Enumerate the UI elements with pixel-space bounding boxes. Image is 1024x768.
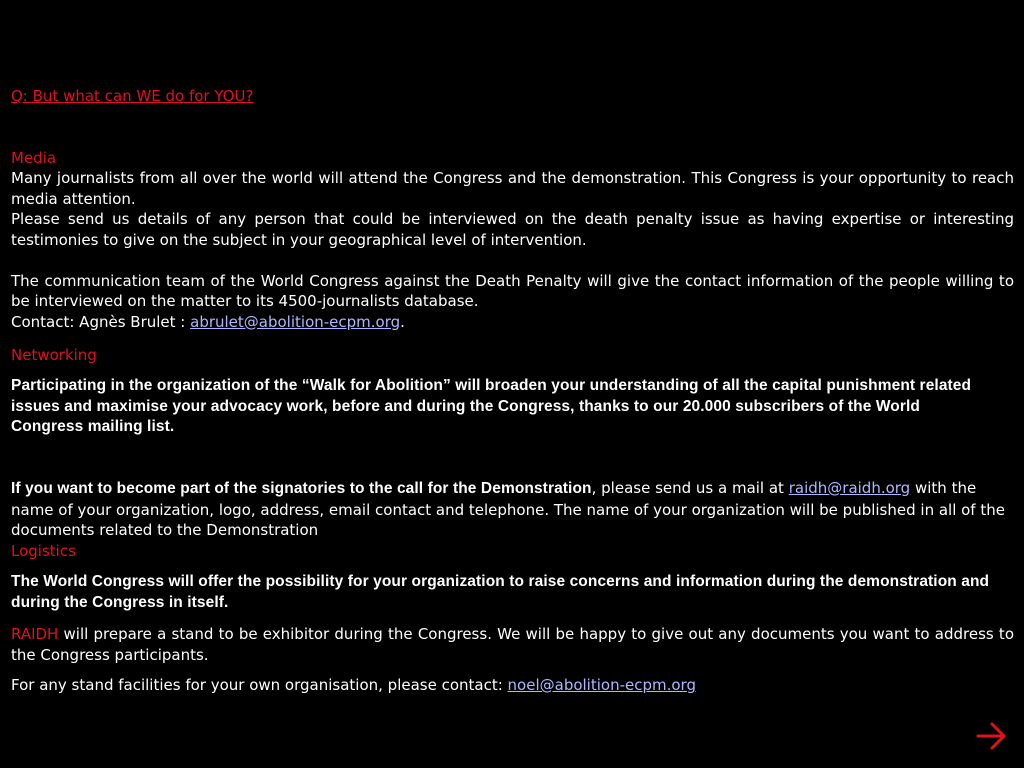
- contact-label: Contact: Agnès Brulet :: [11, 312, 191, 331]
- stand-text: For any stand facilities for your own organisation, please contact:: [11, 676, 508, 694]
- networking-heading: Networking: [11, 346, 97, 364]
- media-section: [11, 168, 1014, 332]
- signatories-paragraph: [11, 478, 1014, 541]
- raidh-text: will prepare a stand to be exhibitor during the Congress. We will be happy to give out any documents you want to address to the Congress participants.: [11, 625, 1014, 664]
- arrow-right-icon[interactable]: [974, 718, 1010, 754]
- stand-email-link[interactable]: noel@abolition-ecpm.org: [507, 676, 696, 694]
- raidh-paragraph: [11, 624, 1014, 665]
- logistics-heading: Logistics: [11, 542, 76, 560]
- stand-paragraph: [11, 675, 1014, 696]
- signatories-bold: If you want to become part of the signatories to the call for the Demonstration: [11, 480, 592, 497]
- page-title: Q: But what can WE do for YOU?: [11, 87, 254, 105]
- media-contact: [11, 312, 1014, 333]
- signatories-rest: with the name of your organization, logo, address, email contact and telephone. The name of your organization will be published in all of the documents related to the Demonstration: [11, 479, 1005, 539]
- networking-bold-paragraph: Participating in the organization of the “Walk for Abolition” will broaden your understanding of all the capital punishment related issues and maximise your advocacy work, before and during the Congress, thanks to our 20.000 subscribers of the World Congress mailing list.: [11, 377, 972, 435]
- media-paragraph-3: The communication team of the World Congress against the Death Penalty will give the contact information of the people willing to be interviewed on the matter to its 4500-journalists database.: [11, 271, 1014, 310]
- media-heading: Media: [11, 149, 57, 167]
- signatories-email-link[interactable]: raidh@raidh.org: [788, 479, 911, 497]
- contact-end: .: [400, 312, 405, 331]
- media-paragraph-2: Please send us details of any person that could be interviewed on the death penalty issue as having expertise or interesting testimonies to give on the subject in your geographical level of intervention.: [11, 210, 1014, 249]
- logistics-bold-paragraph: The World Congress will offer the possibility for your organization to raise concerns and information during the demonstration and during the Congress in itself.: [11, 573, 990, 611]
- spacer: [11, 250, 1014, 271]
- signatories-text: , please send us a mail at: [591, 479, 789, 497]
- media-paragraph-1: Many journalists from all over the world will attend the Congress and the demonstration. This Congress is your opportunity to reach media attention.: [11, 169, 1014, 208]
- contact-email-link[interactable]: abrulet@abolition-ecpm.org: [190, 312, 401, 331]
- raidh-label: RAIDH: [11, 625, 59, 643]
